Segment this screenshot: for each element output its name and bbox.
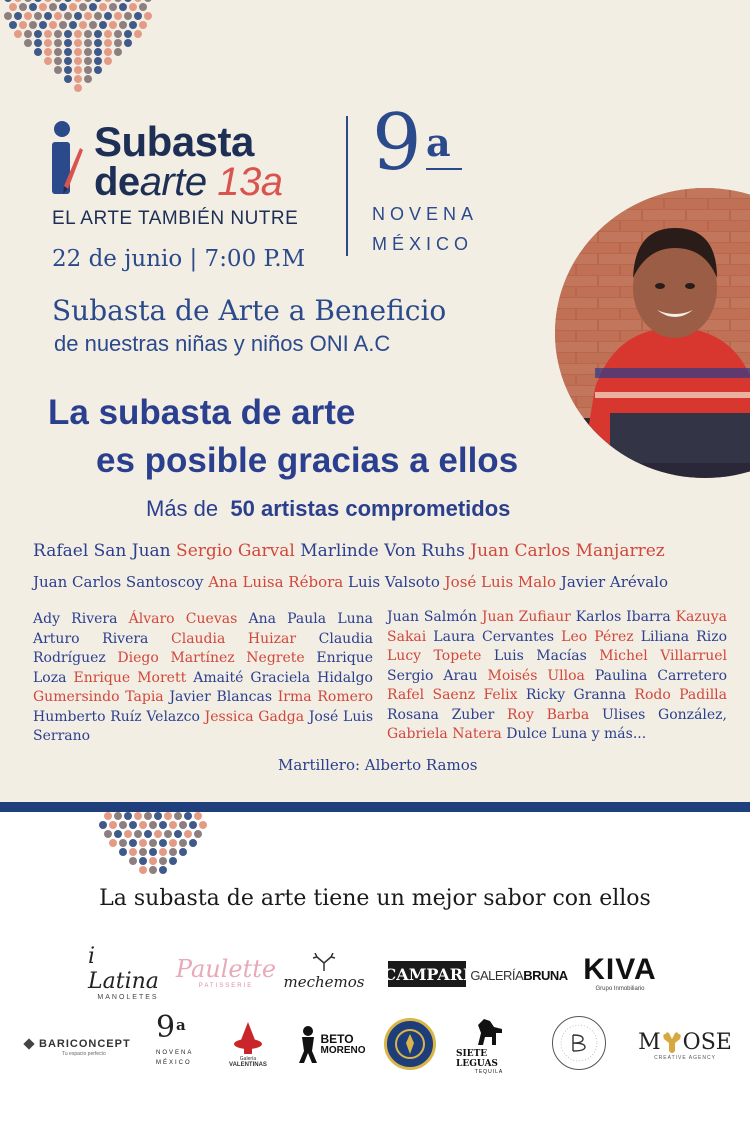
- artists-count: [146, 496, 510, 522]
- sponsor-kiva-logo: [574, 950, 666, 996]
- artist-name: Luis Valsoto: [348, 573, 440, 591]
- pattern-dot: [159, 857, 167, 865]
- pattern-dot: [24, 0, 32, 2]
- pattern-dot: [54, 12, 62, 20]
- pattern-dot: [54, 30, 62, 38]
- artist-figure-icon: [50, 120, 84, 200]
- pattern-dot: [129, 821, 137, 829]
- sponsor-mechemos-logo: [276, 948, 372, 996]
- pattern-dot: [129, 3, 137, 11]
- pattern-dot: [64, 48, 72, 56]
- artist-name: Luis Macías: [493, 648, 587, 664]
- sponsor-moose-sub: CREATIVE AGENCY: [654, 1055, 716, 1061]
- pattern-dot: [64, 66, 72, 74]
- sponsor-novena-numeral: 9: [156, 1010, 176, 1045]
- pattern-dot: [9, 21, 17, 29]
- pattern-dot: [104, 48, 112, 56]
- pattern-dot: [144, 812, 152, 820]
- pattern-dot: [29, 3, 37, 11]
- artist-name: Juan Carlos Santoscoy: [33, 573, 204, 591]
- pattern-dot: [19, 21, 27, 29]
- pattern-dot: [124, 830, 132, 838]
- pattern-dot: [24, 30, 32, 38]
- pattern-dot: [44, 0, 52, 2]
- pattern-dot: [134, 830, 142, 838]
- artist-name: Kazuya Sakai: [387, 609, 728, 645]
- sponsor-latina-logo: [88, 943, 168, 1001]
- artist-name: Ady Rivera: [33, 611, 118, 627]
- pattern-dot: [104, 57, 112, 65]
- crest-icon: [387, 1021, 433, 1067]
- pattern-dot: [129, 857, 137, 865]
- sponsor-circle-monogram-logo: [552, 1016, 606, 1070]
- artist-name: Leo Pérez: [561, 628, 634, 645]
- artist-name: Ana Paula Luna: [248, 611, 373, 627]
- pattern-dot: [179, 848, 187, 856]
- artists-row-2: [33, 573, 668, 591]
- pattern-dot: [44, 39, 52, 47]
- artist-name: Ana Luisa Rébora: [208, 573, 344, 591]
- sponsor-siete-word1: SIETE LEGUAS: [456, 1049, 498, 1069]
- brand-arte: arte: [139, 160, 207, 204]
- pattern-dot: [104, 812, 112, 820]
- pattern-dot: [84, 75, 92, 83]
- artist-name: Moisés Ulloa: [487, 667, 585, 684]
- pattern-dot: [84, 48, 92, 56]
- artists-count-bold: 50 artistas comprometidos: [230, 496, 511, 521]
- pattern-dot: [144, 12, 152, 20]
- artist-name: Enrique Morett: [73, 669, 187, 686]
- pattern-dot: [119, 21, 127, 29]
- pattern-dot: [129, 848, 137, 856]
- pattern-dot: [94, 12, 102, 20]
- sponsor-novena-sup: a: [176, 1016, 186, 1034]
- pattern-dot: [149, 839, 157, 847]
- artist-name: Javier Blancas: [169, 689, 273, 705]
- pattern-dot: [124, 39, 132, 47]
- sponsor-galeria-word2: BRUNA: [523, 967, 568, 983]
- pattern-dot: [54, 0, 62, 2]
- pattern-dot: [64, 57, 72, 65]
- pattern-dot: [134, 0, 142, 2]
- artist-name: Álvaro Cuevas: [128, 611, 238, 627]
- pattern-dot: [49, 21, 57, 29]
- pattern-dot: [79, 21, 87, 29]
- event-date: 22 de junio | 7:00 P.M: [52, 246, 306, 272]
- pattern-dot: [114, 12, 122, 20]
- sponsor-bariconcept-name: BARICONCEPT: [39, 1038, 131, 1050]
- artist-name: José Luis Malo: [444, 573, 557, 591]
- pattern-dot: [119, 839, 127, 847]
- pattern-dot: [34, 12, 42, 20]
- pattern-dot: [4, 12, 12, 20]
- dot-pattern-top: [4, 0, 164, 94]
- pattern-dot: [144, 830, 152, 838]
- pattern-dot: [74, 48, 82, 56]
- sponsor-siete-leguas-logo: [456, 1014, 522, 1076]
- dot-pattern-bottom: [104, 812, 224, 882]
- sponsor-galeria-word1: GALERÍA: [470, 967, 524, 983]
- pattern-dot: [164, 812, 172, 820]
- mexico-word: MÉXICO: [372, 234, 474, 254]
- pattern-dot: [54, 66, 62, 74]
- pattern-dot: [154, 830, 162, 838]
- pattern-dot: [104, 12, 112, 20]
- artist-name: Sergio Garval: [176, 541, 295, 561]
- pattern-dot: [84, 39, 92, 47]
- pattern-dot: [34, 39, 42, 47]
- pattern-dot: [159, 821, 167, 829]
- pattern-dot: [134, 12, 142, 20]
- pattern-dot: [179, 839, 187, 847]
- artists-row-1: [33, 541, 665, 561]
- sponsor-valentinas-word1: Galería: [239, 1056, 257, 1062]
- pattern-dot: [64, 12, 72, 20]
- brand-tagline: EL ARTE TAMBIÉN NUTRE: [52, 208, 299, 229]
- pattern-dot: [109, 3, 117, 11]
- sponsor-valentinas-word2: VALENTINAS: [229, 1062, 267, 1068]
- artist-name: Ulises González,: [601, 706, 727, 723]
- artist-name: Humberto Ruíz Velazco: [33, 708, 200, 725]
- pattern-dot: [184, 812, 192, 820]
- pattern-dot: [134, 30, 142, 38]
- pattern-dot: [74, 30, 82, 38]
- pattern-dot: [89, 21, 97, 29]
- pattern-dot: [104, 30, 112, 38]
- brand-de: de: [94, 160, 140, 204]
- pattern-dot: [159, 839, 167, 847]
- pattern-dot: [114, 830, 122, 838]
- pattern-dot: [69, 21, 77, 29]
- pattern-dot: [14, 12, 22, 20]
- brand-title-subasta: Subasta: [94, 118, 254, 165]
- pattern-dot: [119, 821, 127, 829]
- pattern-dot: [114, 812, 122, 820]
- pattern-dot: [79, 3, 87, 11]
- pattern-dot: [74, 66, 82, 74]
- artist-name: Lucy Topete: [387, 648, 482, 664]
- pattern-dot: [84, 57, 92, 65]
- pattern-dot: [124, 30, 132, 38]
- pattern-dot: [189, 821, 197, 829]
- pattern-dot: [189, 839, 197, 847]
- pattern-dot: [129, 839, 137, 847]
- pattern-dot: [49, 3, 57, 11]
- sponsors-slogan: La subasta de arte tiene un mejor sabor con ellos: [99, 886, 651, 911]
- pattern-dot: [139, 866, 147, 874]
- pattern-dot: [34, 0, 42, 2]
- pattern-dot: [109, 839, 117, 847]
- pattern-dot: [54, 39, 62, 47]
- pattern-dot: [139, 848, 147, 856]
- artist-name: Irma Romero: [277, 689, 374, 705]
- pattern-dot: [194, 830, 202, 838]
- pattern-dot: [154, 812, 162, 820]
- shadow-figure-icon: [295, 1025, 321, 1065]
- artist-name: Gumersindo Tapia: [33, 689, 164, 705]
- pattern-dot: [64, 39, 72, 47]
- pattern-dot: [139, 21, 147, 29]
- pattern-dot: [174, 830, 182, 838]
- sponsor-novena-logo: [152, 1010, 200, 1074]
- sombrero-icon: [233, 1020, 263, 1056]
- novena-numeral: 9: [372, 98, 422, 188]
- novena-word: NOVENA: [372, 204, 479, 224]
- pattern-dot: [149, 821, 157, 829]
- pattern-dot: [64, 30, 72, 38]
- pattern-dot: [124, 0, 132, 2]
- sponsor-beto-word1: BETO: [320, 1032, 354, 1046]
- pattern-dot: [69, 3, 77, 11]
- pattern-dot: [139, 821, 147, 829]
- sponsor-mechemos-name: mechemos: [283, 973, 365, 991]
- sponsor-latina-name: i Latina: [88, 943, 159, 994]
- artist-name: Dulce Luna y más...: [506, 726, 647, 742]
- divider-band: [0, 802, 750, 812]
- sponsor-bariconcept-logo: [22, 1030, 142, 1064]
- sponsor-siete-word2: TEQUILA: [474, 1069, 504, 1075]
- artist-name: Sergio Arau: [387, 667, 478, 684]
- brand-title-line2: [94, 160, 283, 205]
- pattern-dot: [94, 48, 102, 56]
- pattern-dot: [139, 839, 147, 847]
- pattern-dot: [149, 848, 157, 856]
- pattern-dot: [164, 830, 172, 838]
- artist-name: Liliana Rizo: [640, 628, 727, 645]
- artist-name: Jessica Gadga: [204, 708, 305, 725]
- pattern-dot: [74, 12, 82, 20]
- sponsor-campari-name: CAMPARI: [383, 964, 471, 984]
- pattern-dot: [84, 66, 92, 74]
- pattern-dot: [159, 848, 167, 856]
- pattern-dot: [94, 57, 102, 65]
- pattern-dot: [44, 57, 52, 65]
- artist-name: Rafael San Juan: [33, 541, 171, 561]
- pattern-dot: [94, 66, 102, 74]
- pattern-dot: [104, 0, 112, 2]
- sponsor-bariconcept-sub: Tu espacio perfecto: [62, 1051, 106, 1057]
- sponsor-novena-word1: NOVENA: [156, 1050, 194, 1056]
- pattern-dot: [99, 3, 107, 11]
- pattern-dot: [174, 812, 182, 820]
- monogram-icon: [553, 1017, 605, 1069]
- pattern-dot: [169, 857, 177, 865]
- pattern-dot: [54, 57, 62, 65]
- artist-name: José Luis Serrano: [33, 708, 374, 744]
- pattern-dot: [89, 3, 97, 11]
- artists-column-right: [387, 608, 727, 745]
- pattern-dot: [114, 48, 122, 56]
- artist-name: Arturo Rivera: [33, 630, 149, 647]
- artist-name: Ricky Granna: [525, 687, 627, 703]
- pattern-dot: [84, 12, 92, 20]
- pattern-dot: [74, 0, 82, 2]
- pattern-dot: [94, 0, 102, 2]
- pattern-dot: [14, 30, 22, 38]
- sponsor-paulette-name: Paulette: [175, 955, 277, 983]
- pattern-dot: [149, 857, 157, 865]
- pattern-dot: [84, 30, 92, 38]
- logo-divider: [346, 116, 348, 256]
- pattern-dot: [149, 866, 157, 874]
- artist-name: Claudia Huizar: [171, 630, 297, 647]
- artists-count-prefix: Más de: [146, 496, 219, 521]
- pattern-dot: [134, 812, 142, 820]
- pattern-dot: [34, 30, 42, 38]
- artist-name: Juan Salmón: [387, 609, 477, 625]
- sponsor-valentinas-logo: [222, 1012, 274, 1076]
- sponsor-moose-word2: OSE: [682, 1030, 732, 1055]
- pattern-dot: [19, 3, 27, 11]
- child-photo: [555, 188, 750, 478]
- artist-name: Paulina Carretero: [594, 667, 728, 684]
- pattern-dot: [94, 30, 102, 38]
- sponsor-seal-logo: [384, 1018, 436, 1070]
- artist-name: Diego Martínez Negrete: [117, 650, 305, 666]
- artist-name: Rosana Zuber: [387, 706, 495, 723]
- artist-name: Roy Barba: [506, 706, 590, 723]
- sponsor-moose-logo: [632, 1024, 738, 1068]
- pattern-dot: [84, 0, 92, 2]
- pattern-dot: [74, 57, 82, 65]
- brand-edition: 13a: [217, 160, 283, 204]
- headline-line1: La subasta de arte: [48, 393, 356, 432]
- artist-name: Claudia Rodríguez: [33, 630, 373, 666]
- pattern-dot: [109, 821, 117, 829]
- pattern-dot: [194, 812, 202, 820]
- moose-antler-icon: [661, 1031, 683, 1055]
- novena-underline: [426, 168, 462, 170]
- auctioneer-credit: Martillero: Alberto Ramos: [278, 756, 478, 774]
- sponsor-latina-sub: MANOLETES: [97, 993, 159, 1001]
- pattern-dot: [169, 821, 177, 829]
- pattern-dot: [9, 3, 17, 11]
- pattern-dot: [99, 21, 107, 29]
- pattern-dot: [64, 0, 72, 2]
- pattern-dot: [139, 3, 147, 11]
- pattern-dot: [114, 39, 122, 47]
- sponsor-beto-word2: MORENO: [320, 1045, 366, 1056]
- pattern-dot: [74, 39, 82, 47]
- pattern-dot: [94, 39, 102, 47]
- pattern-dot: [169, 839, 177, 847]
- pattern-dot: [24, 39, 32, 47]
- artist-name: Rodo Padilla: [634, 687, 727, 703]
- pattern-dot: [119, 848, 127, 856]
- diamond-icon: [22, 1037, 36, 1051]
- pattern-dot: [34, 48, 42, 56]
- sponsor-paulette-logo: [175, 950, 277, 994]
- pattern-dot: [4, 0, 12, 2]
- pattern-dot: [74, 84, 82, 92]
- pattern-dot: [159, 866, 167, 874]
- pattern-dot: [14, 0, 22, 2]
- pattern-dot: [129, 21, 137, 29]
- event-beneficiary: de nuestras niñas y niños ONI A.C: [54, 331, 391, 356]
- artist-name: Karlos Ibarra: [575, 609, 671, 625]
- artists-column-left: [33, 610, 373, 747]
- pattern-dot: [169, 848, 177, 856]
- novena-superscript: a: [426, 120, 451, 165]
- pattern-dot: [59, 3, 67, 11]
- pattern-dot: [44, 48, 52, 56]
- pattern-dot: [39, 3, 47, 11]
- sponsor-moose-word1: M: [638, 1030, 661, 1055]
- pattern-dot: [74, 75, 82, 83]
- pattern-dot: [179, 821, 187, 829]
- pattern-dot: [44, 30, 52, 38]
- pattern-dot: [59, 21, 67, 29]
- artist-name: Gabriela Natera: [387, 726, 502, 742]
- artist-name: Juan Zufiaur: [481, 609, 571, 625]
- sponsor-paulette-sub: PATISSERIE: [198, 983, 254, 989]
- pattern-dot: [104, 39, 112, 47]
- pattern-dot: [124, 12, 132, 20]
- sponsor-campari-logo: [383, 961, 471, 987]
- pattern-dot: [109, 21, 117, 29]
- sponsor-galeria-logo: [470, 962, 568, 988]
- pattern-dot: [24, 12, 32, 20]
- artist-name: Enrique Loza: [33, 650, 374, 686]
- sponsor-novena-word2: MÉXICO: [156, 1060, 192, 1066]
- artist-name: Michel Villarruel: [599, 648, 727, 664]
- artist-name: Rafel Saenz Felix: [387, 687, 518, 703]
- pattern-dot: [119, 3, 127, 11]
- pattern-dot: [104, 830, 112, 838]
- artist-name: Laura Cervantes: [433, 628, 555, 645]
- pattern-dot: [139, 857, 147, 865]
- horse-icon: [472, 1015, 506, 1049]
- event-subtitle: Subasta de Arte a Beneficio: [52, 294, 447, 327]
- pattern-dot: [184, 830, 192, 838]
- pattern-dot: [54, 48, 62, 56]
- pattern-dot: [39, 21, 47, 29]
- pattern-dot: [44, 12, 52, 20]
- sponsor-kiva-sub: Grupo Inmobiliario: [595, 986, 645, 992]
- pattern-dot: [99, 821, 107, 829]
- pattern-dot: [29, 21, 37, 29]
- headline-line2: es posible gracias a ellos: [96, 441, 519, 480]
- artist-name: Juan Carlos Manjarrez: [470, 541, 665, 561]
- pattern-dot: [199, 821, 207, 829]
- antlers-icon: [309, 953, 339, 973]
- artist-name: Marlinde Von Ruhs: [300, 541, 465, 561]
- artist-name: Javier Arévalo: [560, 573, 669, 591]
- sponsor-beto-moreno-logo: [294, 1024, 366, 1066]
- sponsor-kiva-name: KIVA: [583, 953, 657, 986]
- pattern-dot: [114, 0, 122, 2]
- pattern-dot: [144, 0, 152, 2]
- artist-name: Amaité Graciela Hidalgo: [193, 669, 373, 686]
- pattern-dot: [64, 75, 72, 83]
- pattern-dot: [124, 812, 132, 820]
- pattern-dot: [114, 30, 122, 38]
